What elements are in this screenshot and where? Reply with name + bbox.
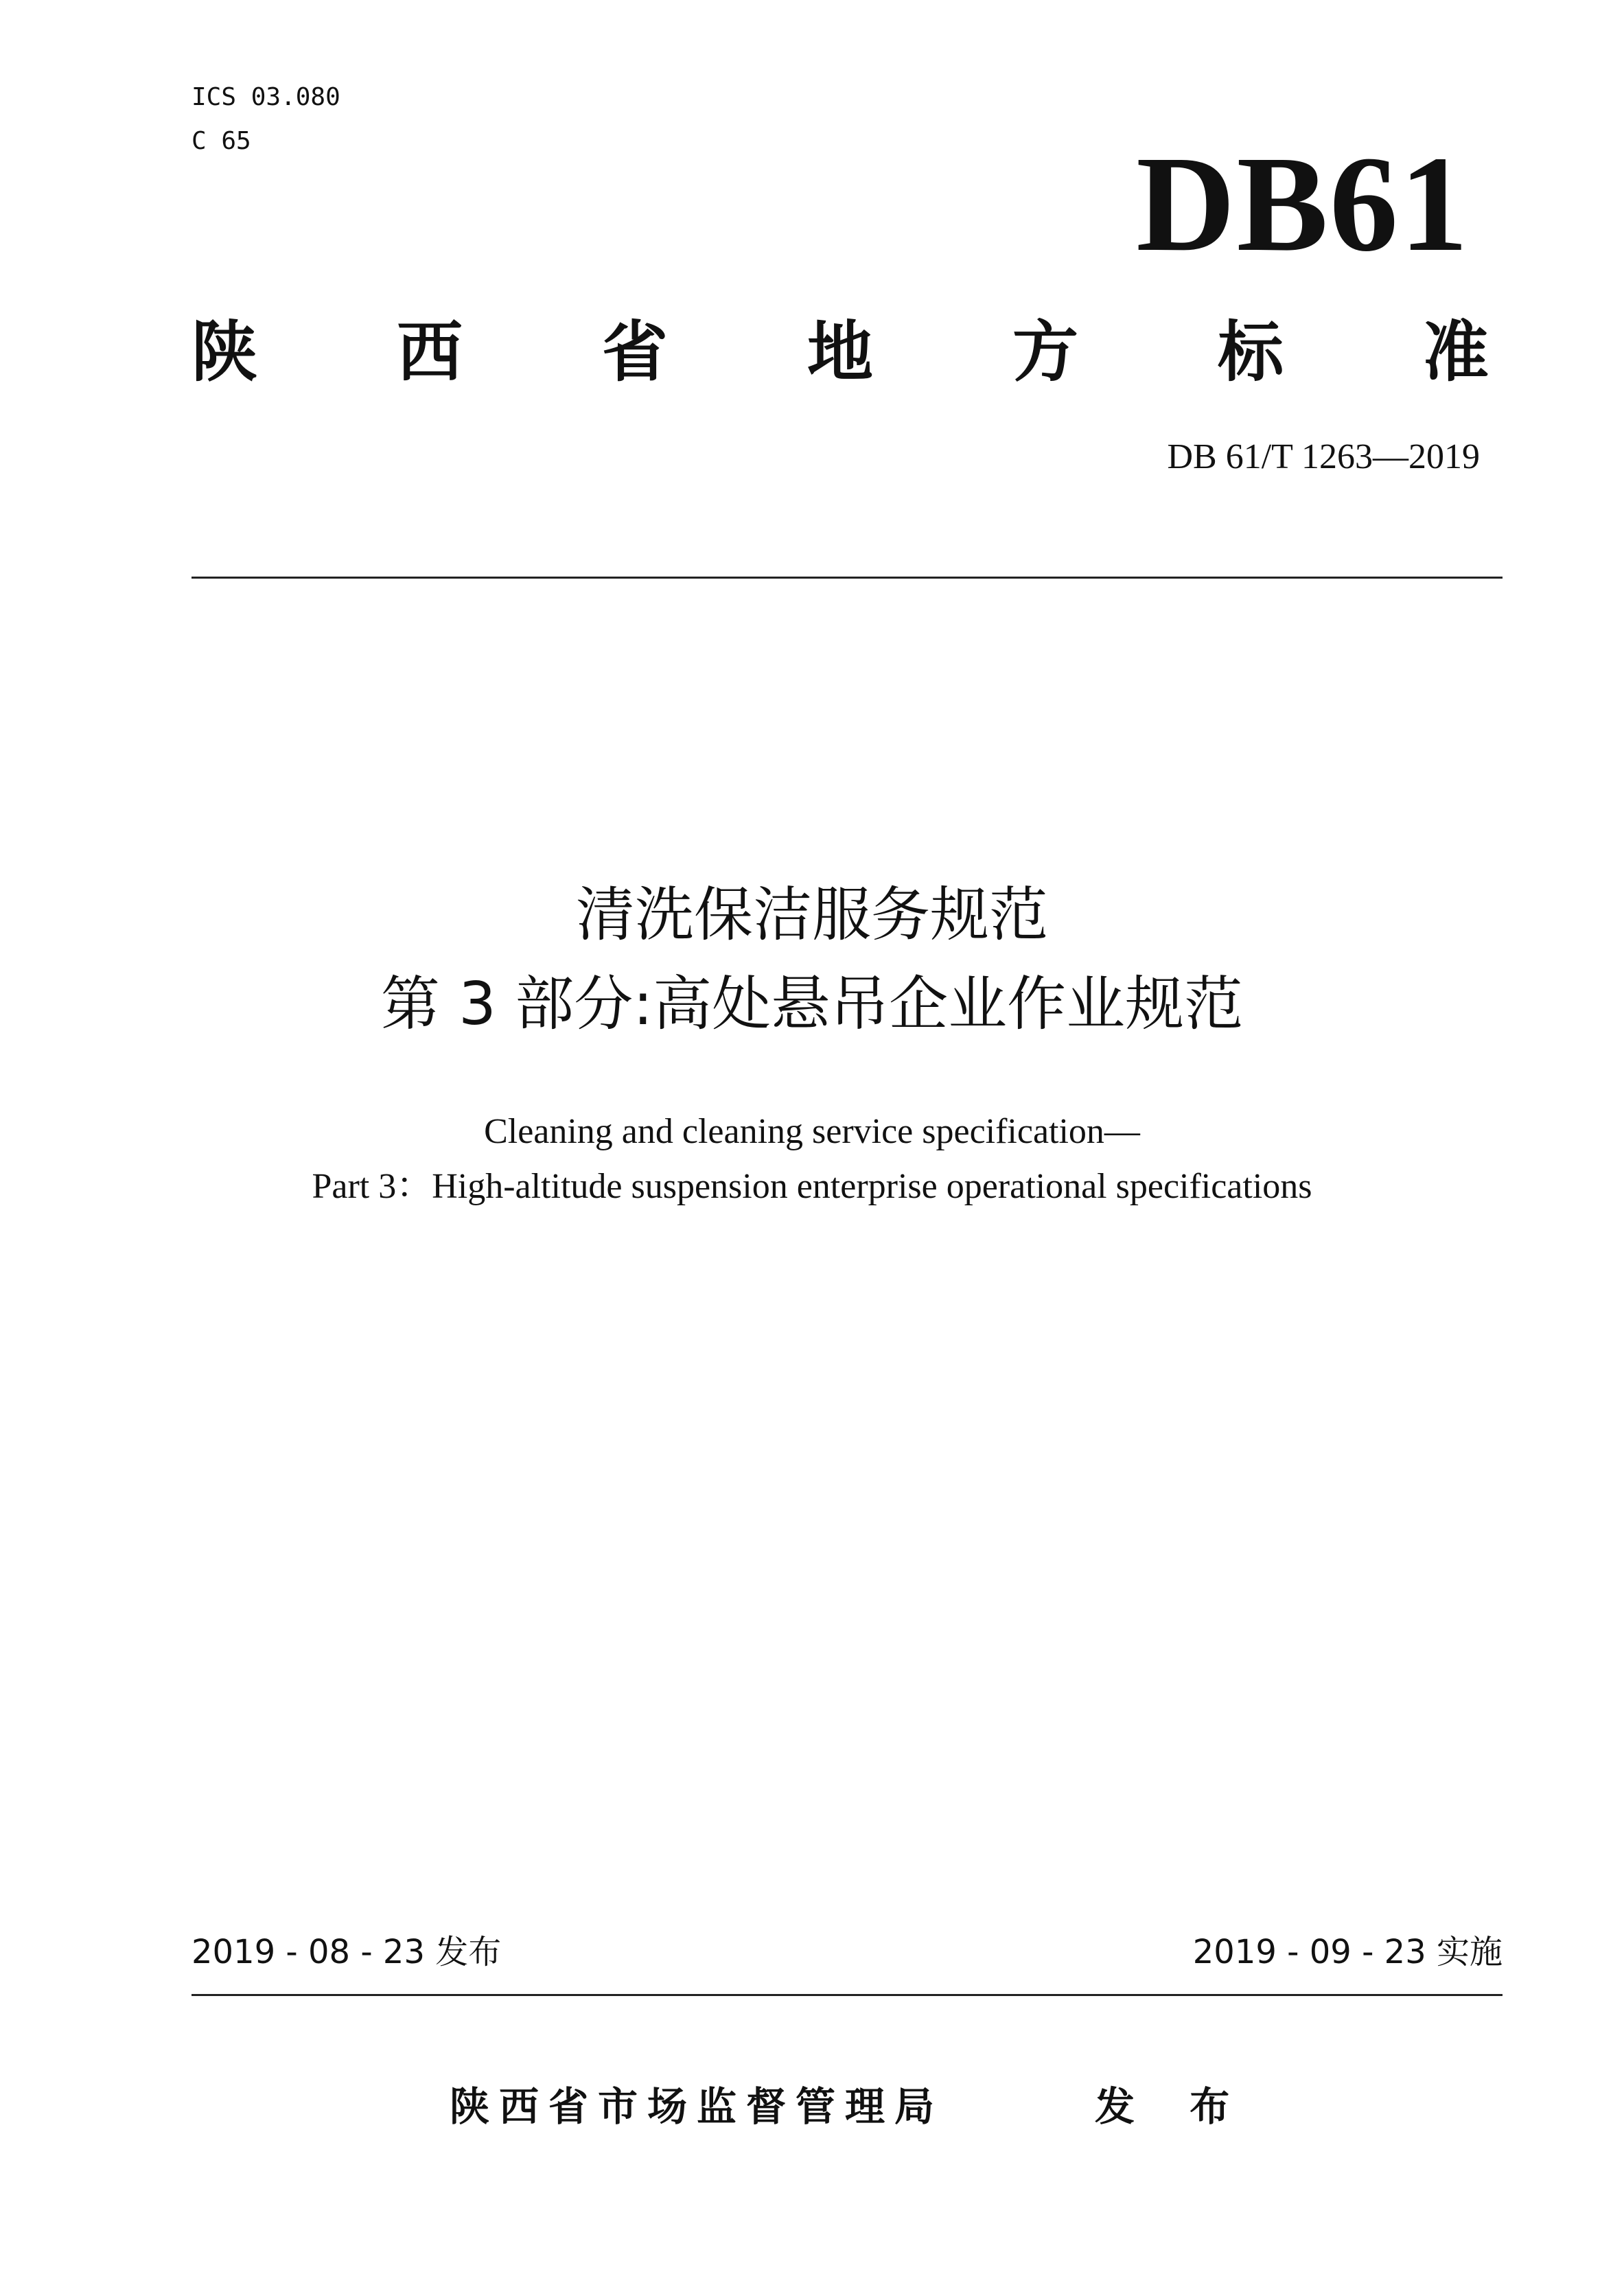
issue-date: 2019 - 08 - 23 发布 [192,1933,502,1971]
standard-type-char: 方 [1012,314,1078,391]
ics-code: ICS 03.080 [192,83,340,111]
standard-type-char: 陕 [192,314,257,391]
standard-type-char: 西 [397,314,463,391]
header-divider [192,577,1503,579]
chinese-title-line-2: 第 3 部分:高处悬吊企业作业规范 [380,970,1244,1039]
ccs-code: C 65 [192,127,251,155]
standard-type-char: 标 [1218,314,1284,391]
db-logo: DB61 [1136,128,1470,280]
chinese-title-line-1: 清洗保洁服务规范 [576,881,1048,949]
standard-type-char: 省 [602,314,668,391]
english-title-line-1: Cleaning and cleaning service specification— [484,1112,1140,1151]
english-title-line-2: Part 3：High-altitude suspension enterprise operational specifications [312,1167,1312,1206]
implementation-date: 2019 - 09 - 23 实施 [1192,1933,1503,1971]
standard-number: DB 61/T 1263—2019 [1167,437,1480,476]
issuer-action: 发 布 [1095,2083,1251,2130]
standard-type-char: 准 [1423,314,1489,391]
footer-divider [192,1994,1503,1996]
standard-type-char: 地 [807,314,873,391]
issuer-block [0,2083,1624,2142]
issuer-name: 陕西省市场监督管理局 [450,2083,944,2130]
standard-type-heading [192,314,1489,390]
